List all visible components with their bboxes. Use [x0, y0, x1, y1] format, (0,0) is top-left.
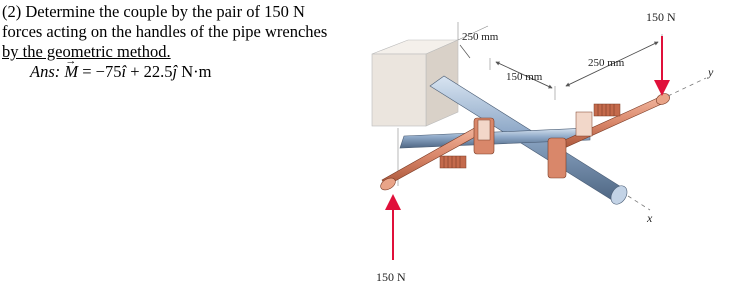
dimension-150mm: 150 mm: [506, 71, 543, 83]
problem-line-1: (2) Determine the couple by the pair of 150 N: [2, 2, 305, 21]
unit-vector-j: ĵ: [172, 62, 178, 81]
left-wrench: [379, 118, 494, 192]
problem-line-2: forces acting on the handles of the pipe wrenches: [2, 22, 328, 41]
force-label-bottom: 150 N: [376, 270, 406, 284]
force-label-top: 150 N: [646, 10, 676, 24]
answer-unit: N·m: [177, 62, 212, 81]
answer-j-coef: + 22.5: [126, 62, 173, 81]
dimension-250mm-right: 250 mm: [588, 57, 625, 69]
axis-y-label: y: [708, 65, 714, 79]
problem-line-3: by the geometric method.: [2, 42, 171, 61]
answer-i-coef: = −75: [78, 62, 122, 81]
moment-symbol: → M: [64, 62, 78, 81]
answer-label: Ans:: [30, 62, 61, 81]
unit-vector-i: î: [121, 62, 127, 81]
axis-x-label: x: [647, 211, 653, 225]
dimension-250mm-left: 250 mm: [462, 31, 499, 43]
